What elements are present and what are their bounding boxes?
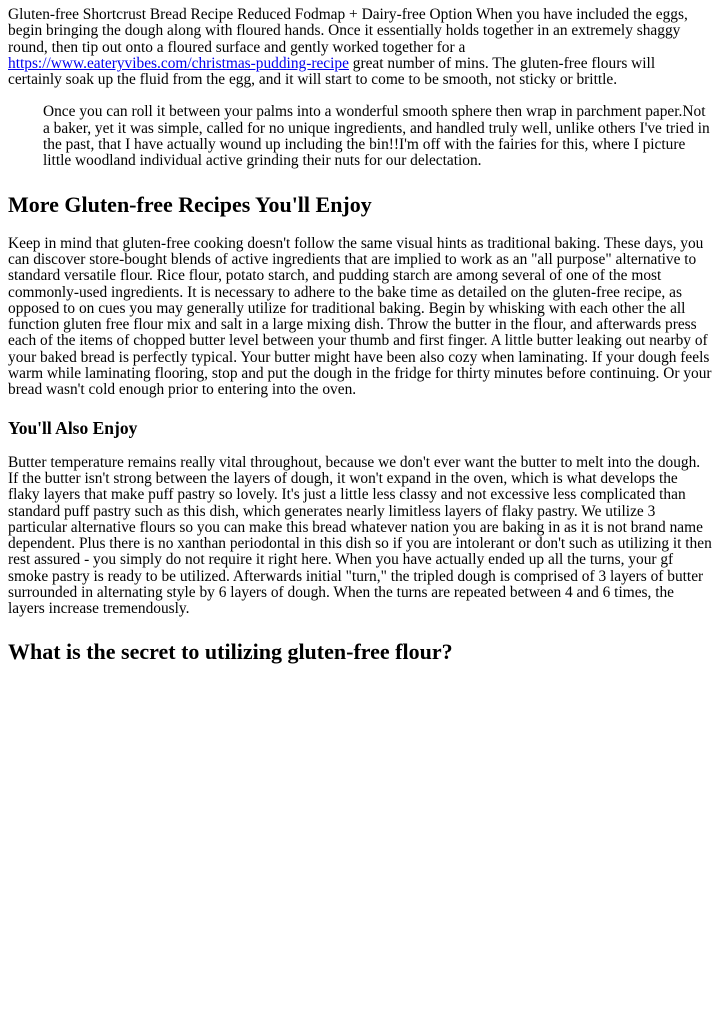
intro-text-after-link: great number of mins. The gluten-free flours will certainly soak up the fluid from the egg, and it will start to come to be smooth, not sticky or brittle. (8, 54, 656, 89)
recipe-link[interactable]: https://www.eateryvibes.com/christmas-pudding-recipe (8, 54, 349, 72)
section-heading-also-enjoy: You'll Also Enjoy (8, 417, 138, 438)
section-paragraph-also-enjoy: Butter temperature remains really vital throughout, because we don't ever want the butter to melt into the dough. If the butter isn't strong between the layers of dough, it won't expand in the oven, which is what develops the flaky layers that make puff pastry so lovely. It's just a little less classy and not excessive less complicated than standard puff pastry such as this dish, which generates nearly limitless layers of flaky pastry. We utilize 3 particular alternative flours so you can make this bread whatever nation you are baking in as it is not brand name dependent. Plus there is no xanthan periodontal in this dish so if you are intolerant or don't such as utilizing it then rest assured - you simply do not require it right here. When you have actually ended up all the turns, your gf smoke pastry is ready to be utilized. Afterwards initial "turn," the tripled dough is comprised of 3 layers of butter surrounded in alternating style by 6 layers of dough. When the turns are repeated between 4 and 6 times, the layers increase tremendously. (8, 453, 712, 618)
intro-paragraph (8, 7, 712, 88)
quote-text: Once you can roll it between your palms into a wonderful smooth sphere then wrap in parchment paper.Not a baker, yet it was simple, called for no unique ingredients, and handled truly well, unlike others I've tried in the past, that I have actually wound up including the bin!!I'm off with the fairies for this, where I picture little woodland individual active grinding their nuts for our delectation. (43, 103, 710, 170)
intro-text-before-link: Gluten-free Shortcrust Bread Recipe Reduced Fodmap + Dairy-free Option When you have included the eggs, begin bringing the dough along with floured hands. Once it essentially holds together in an extremely shaggy round, then tip out onto a floured surface and gently worked together for a (8, 6, 688, 56)
section-paragraph-more-recipes: Keep in mind that gluten-free cooking doesn't follow the same visual hints as traditional baking. These days, you can discover store-bought blends of active ingredients that are implied to work as an "all purpose" alternative to standard versatile flour. Rice flour, potato starch, and pudding starch are among several of one of the most commonly-used ingredients. It is necessary to adhere to the bake time as detailed on the gluten-free recipe, as opposed to on cues you may generally utilize for traditional baking. Begin by whisking with each other the all function gluten free flour mix and salt in a large mixing dish. Throw the butter in the flour, and afterwards press each of the items of chopped butter level between your thumb and first finger. A little butter leaking out nearby of your baked bread is perfectly typical. Your butter might have been also cozy when laminating. If your dough feels warm while laminating flooring, stop and put the dough in the fridge for thirty minutes before continuing. Or your bread wasn't cold enough prior to entering into the oven. (8, 234, 712, 399)
section-heading-secret: What is the secret to utilizing gluten-free flour? (8, 638, 453, 664)
blockquote (43, 104, 712, 169)
section-heading-more-recipes: More Gluten-free Recipes You'll Enjoy (8, 191, 372, 217)
